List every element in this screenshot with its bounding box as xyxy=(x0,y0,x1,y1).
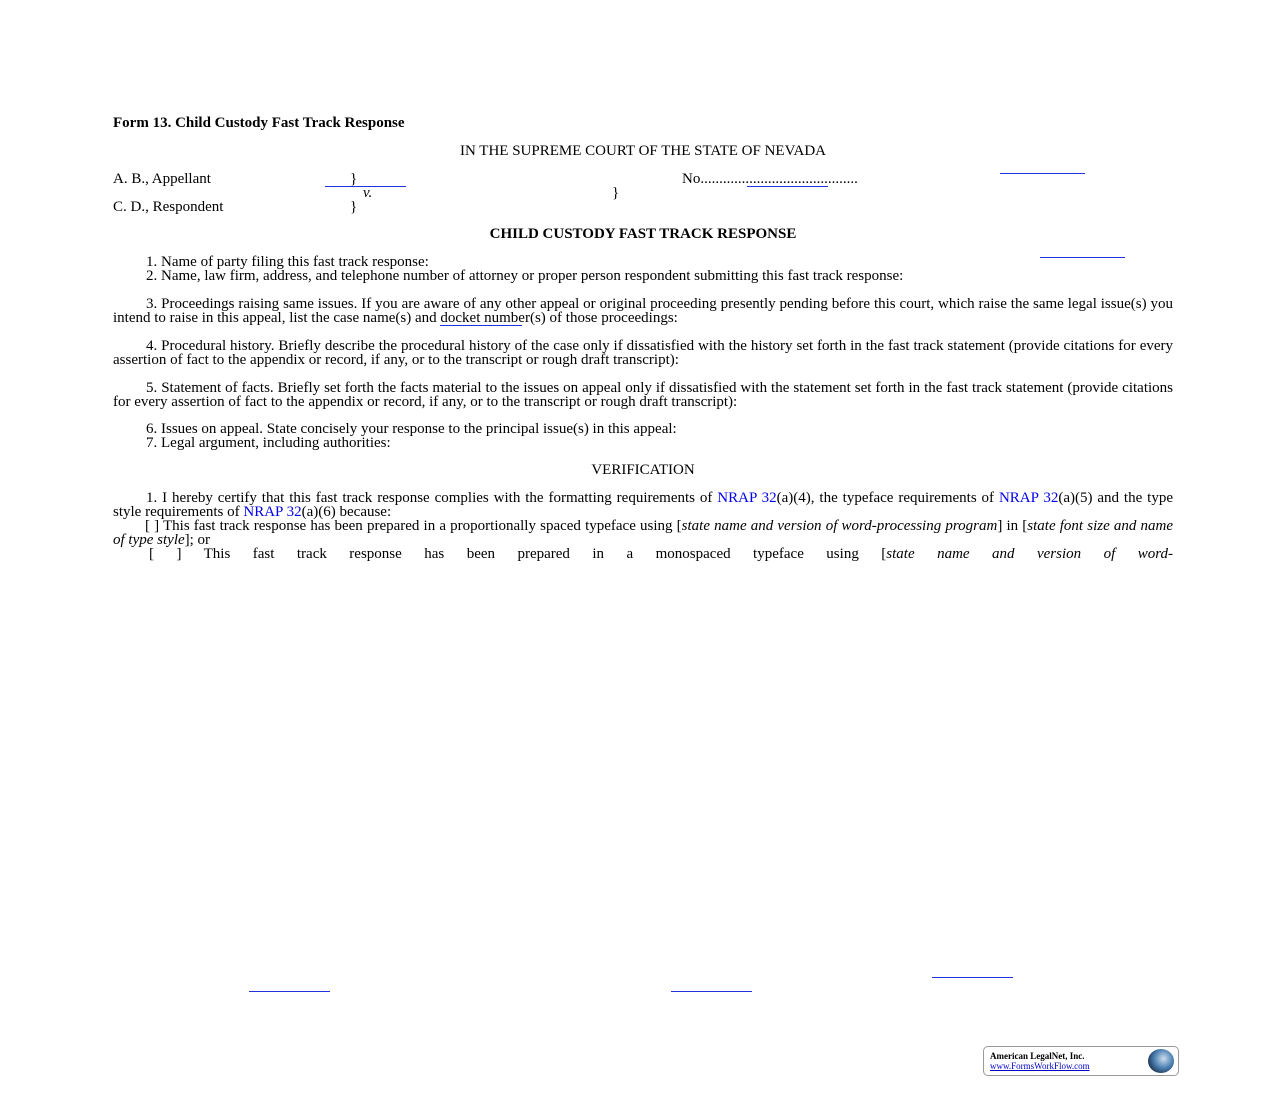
link-underline[interactable] xyxy=(1000,173,1085,174)
item-2: 2. Name, law firm, address, and telephone number of attorney or proper person respondent submitting this fast track response: xyxy=(146,268,904,284)
item-1: 1. Name of party filing this fast track response: xyxy=(146,254,429,270)
link-underline[interactable] xyxy=(440,325,522,326)
appellant-label: A. B., Appellant xyxy=(113,171,211,187)
verification-option-monospaced: [ ] This fast track response has been prepared in a monospaced typeface using [state name and version of word- xyxy=(149,546,1173,562)
american-legalnet-badge[interactable] xyxy=(983,1046,1179,1076)
link-underline[interactable] xyxy=(325,186,406,187)
website-link[interactable]: www.FormsWorkFlow.com xyxy=(990,1061,1090,1071)
item-6: 6. Issues on appeal. State concisely your response to the principal issue(s) in this appeal: xyxy=(146,421,677,437)
item-3: 3. Proceedings raising same issues. If you are aware of any other appeal or original proceeding presently pending before this court, which raise the same legal issue(s) you intend to raise in this appeal, list the case name(s) and docket number(s) of those proceedings: xyxy=(113,296,1173,326)
globe-logo-icon xyxy=(1148,1049,1174,1073)
nrap-32-link[interactable]: NRAP 32 xyxy=(717,490,777,506)
link-underline[interactable] xyxy=(932,977,1013,978)
verification-paragraph-1: 1. I hereby certify that this fast track response complies with the formatting requirements of NRAP 32(a)(4), the typeface requirements of NRAP 32(a)(5) and the type style requirements of NRAP 32(a)(6) because: xyxy=(113,490,1173,520)
verification-option-proportional: [ ] This fast track response has been prepared in a proportionally spaced typeface using [state name and version of word-processing program] in [state font size and name of type style]; or xyxy=(113,518,1174,548)
item-5: 5. Statement of facts. Briefly set forth the facts material to the issues on appeal only if dissatisfied with the statement set forth in the fast track statement (provide citations for every assertion of fact to the appendix or record, if any, or to the transcript or rough draft transcript): xyxy=(113,380,1173,410)
form-title: Form 13. Child Custody Fast Track Response xyxy=(113,115,405,131)
document-heading: CHILD CUSTODY FAST TRACK RESPONSE xyxy=(489,226,797,242)
link-underline[interactable] xyxy=(747,186,828,187)
court-name: IN THE SUPREME COURT OF THE STATE OF NEVADA xyxy=(460,143,826,159)
nrap-32-link[interactable]: NRAP 32 xyxy=(243,504,302,520)
link-underline[interactable] xyxy=(1040,257,1125,258)
link-underline[interactable] xyxy=(249,991,330,992)
case-number: No.......................................... xyxy=(682,171,858,187)
brace: } xyxy=(612,185,620,201)
item-4: 4. Procedural history. Briefly describe the procedural history of the case only if dissatisfied with the history set forth in the fast track statement (provide citations for every assertion of fact to the appendix or record, if any, or to the transcript or rough draft transcript): xyxy=(113,338,1173,368)
company-name: American LegalNet, Inc. xyxy=(990,1051,1085,1061)
versus: v. xyxy=(363,185,373,201)
brace: } xyxy=(350,171,358,187)
nrap-32-link[interactable]: NRAP 32 xyxy=(998,490,1059,506)
brace: } xyxy=(350,199,358,215)
link-underline[interactable] xyxy=(671,991,752,992)
item-7: 7. Legal argument, including authorities: xyxy=(146,435,391,451)
verification-heading: VERIFICATION xyxy=(591,462,695,478)
respondent-label: C. D., Respondent xyxy=(113,199,224,215)
